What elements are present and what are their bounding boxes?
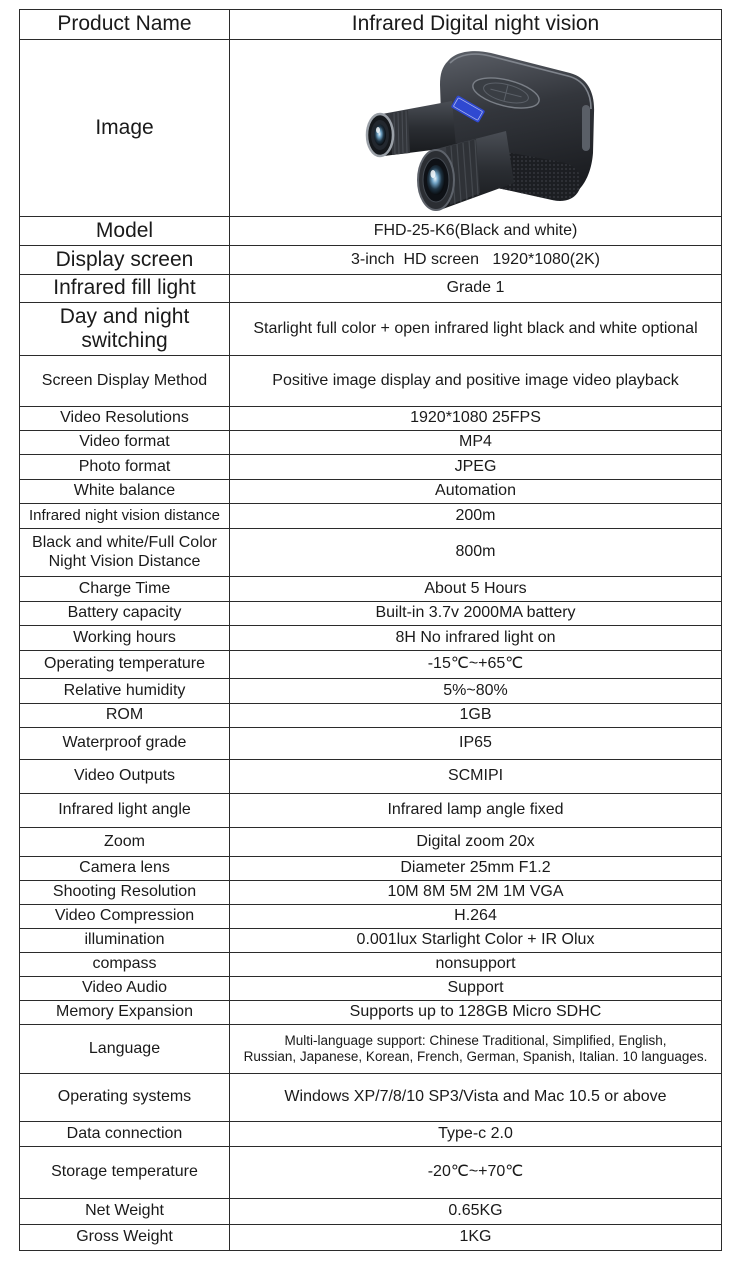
label-infrared-night-vision-distance: Infrared night vision distance — [20, 504, 230, 528]
value-display-screen: 3-inch HD screen 1920*1080(2K) — [350, 250, 601, 268]
value-full-color-night-vision-distance: 800m — [455, 543, 496, 561]
label-operating-systems: Operating systems — [20, 1074, 230, 1121]
label-shooting-resolution: Shooting Resolution — [20, 881, 230, 904]
row-illumination — [20, 929, 721, 953]
label-rom: ROM — [20, 704, 230, 727]
label-full-color-night-vision-distance: Black and white/Full Color Night Vision Distance — [20, 529, 230, 576]
value-infrared-night-vision-distance: 200m — [455, 506, 496, 524]
row-video-resolutions — [20, 407, 721, 431]
value-operating-systems: Windows XP/7/8/10 SP3/Vista and Mac 10.5 or above — [284, 1088, 667, 1106]
spec-table — [19, 9, 722, 1251]
label-photo-format: Photo format — [20, 455, 230, 479]
label-day-night-switching: Day and night switching — [20, 303, 230, 355]
label-working-hours: Working hours — [20, 626, 230, 650]
value-storage-temperature: -20℃~+70℃ — [427, 1163, 524, 1181]
label-memory-expansion: Memory Expansion — [20, 1001, 230, 1024]
value-video-resolutions: 1920*1080 25FPS — [410, 409, 541, 427]
row-video-format — [20, 431, 721, 455]
label-infrared-light-angle: Infrared light angle — [20, 794, 230, 827]
label-video-resolutions: Video Resolutions — [20, 407, 230, 430]
row-waterproof-grade — [20, 728, 721, 760]
row-video-outputs — [20, 760, 721, 794]
label-illumination: illumination — [20, 929, 230, 952]
value-charge-time: About 5 Hours — [424, 579, 527, 597]
value-model: FHD-25-K6(Black and white) — [373, 221, 578, 239]
value-gross-weight: 1KG — [459, 1228, 492, 1246]
value-shooting-resolution: 10M 8M 5M 2M 1M VGA — [387, 883, 564, 901]
row-white-balance — [20, 480, 721, 504]
value-net-weight: 0.65KG — [448, 1202, 503, 1220]
row-charge-time — [20, 577, 721, 602]
value-illumination: 0.001lux Starlight Color + IR Olux — [356, 931, 595, 949]
label-data-connection: Data connection — [20, 1122, 230, 1146]
value-battery-capacity: Built-in 3.7v 2000MA battery — [375, 604, 576, 622]
row-operating-temperature — [20, 651, 721, 679]
row-image — [20, 40, 721, 217]
row-video-audio — [20, 977, 721, 1001]
label-model: Model — [20, 217, 230, 245]
row-language — [20, 1025, 721, 1074]
label-waterproof-grade: Waterproof grade — [20, 728, 230, 759]
product-image — [356, 43, 596, 213]
value-infrared-light-angle: Infrared lamp angle fixed — [387, 801, 564, 819]
image-cell — [230, 40, 721, 216]
row-day-night-switching — [20, 303, 721, 356]
label-net-weight: Net Weight — [20, 1199, 230, 1224]
row-battery-capacity — [20, 602, 721, 626]
row-model — [20, 217, 721, 246]
label-white-balance: White balance — [20, 480, 230, 503]
row-display-screen — [20, 246, 721, 275]
row-memory-expansion — [20, 1001, 721, 1025]
row-relative-humidity — [20, 679, 721, 704]
value-product-name: Infrared Digital night vision — [351, 12, 600, 36]
row-compass — [20, 953, 721, 977]
label-battery-capacity: Battery capacity — [20, 602, 230, 625]
value-photo-format: JPEG — [454, 457, 497, 475]
value-video-audio: Support — [447, 979, 504, 997]
label-language: Language — [20, 1025, 230, 1073]
row-storage-temperature — [20, 1147, 721, 1199]
label-storage-temperature: Storage temperature — [20, 1147, 230, 1198]
label-relative-humidity: Relative humidity — [20, 679, 230, 703]
label-video-format: Video format — [20, 431, 230, 454]
row-infrared-fill-light — [20, 275, 721, 303]
label-operating-temperature: Operating temperature — [20, 651, 230, 678]
label-charge-time: Charge Time — [20, 577, 230, 601]
row-infrared-light-angle — [20, 794, 721, 828]
row-full-color-night-vision-distance — [20, 529, 721, 577]
row-video-compression — [20, 905, 721, 929]
value-screen-display-method: Positive image display and positive image video playback — [272, 371, 679, 389]
value-camera-lens: Diameter 25mm F1.2 — [400, 859, 551, 877]
label-video-compression: Video Compression — [20, 905, 230, 928]
row-zoom — [20, 828, 721, 857]
row-camera-lens — [20, 857, 721, 881]
row-photo-format — [20, 455, 721, 480]
row-screen-display-method — [20, 356, 721, 407]
label-display-screen: Display screen — [20, 246, 230, 274]
row-shooting-resolution — [20, 881, 721, 905]
row-infrared-night-vision-distance — [20, 504, 721, 529]
label-video-outputs: Video Outputs — [20, 760, 230, 793]
value-infrared-fill-light: Grade 1 — [446, 279, 505, 297]
value-waterproof-grade: IP65 — [459, 734, 492, 752]
row-data-connection — [20, 1122, 721, 1147]
value-compass: nonsupport — [435, 955, 516, 973]
value-memory-expansion: Supports up to 128GB Micro SDHC — [349, 1003, 602, 1021]
value-day-night-switching: Starlight full color + open infrared light black and white optional — [253, 319, 698, 337]
label-gross-weight: Gross Weight — [20, 1225, 230, 1250]
value-video-format: MP4 — [459, 433, 492, 451]
label-infrared-fill-light: Infrared fill light — [20, 275, 230, 302]
value-data-connection: Type-c 2.0 — [438, 1124, 513, 1142]
value-rom: 1GB — [459, 706, 492, 724]
value-language: Multi-language support: Chinese Traditional, Simplified, English, Russian, Japanese, Korean, French, German, Spanish, Italian. 10 languages. — [243, 1033, 708, 1064]
row-working-hours — [20, 626, 721, 651]
value-zoom: Digital zoom 20x — [416, 832, 535, 850]
row-rom — [20, 704, 721, 728]
row-gross-weight — [20, 1225, 721, 1250]
label-zoom: Zoom — [20, 828, 230, 856]
label-camera-lens: Camera lens — [20, 857, 230, 880]
row-product-name — [20, 10, 721, 40]
label-compass: compass — [20, 953, 230, 976]
label-video-audio: Video Audio — [20, 977, 230, 1000]
value-video-compression: H.264 — [454, 907, 497, 925]
label-product-name: Product Name — [20, 10, 230, 39]
label-image: Image — [20, 40, 230, 216]
value-working-hours: 8H No infrared light on — [395, 628, 556, 646]
value-white-balance: Automation — [435, 482, 516, 500]
value-video-outputs: SCMIPI — [447, 767, 504, 785]
value-operating-temperature: -15℃~+65℃ — [427, 655, 524, 673]
value-relative-humidity: 5%~80% — [443, 681, 508, 699]
row-net-weight — [20, 1199, 721, 1225]
label-screen-display-method: Screen Display Method — [20, 356, 230, 406]
row-operating-systems — [20, 1074, 721, 1122]
